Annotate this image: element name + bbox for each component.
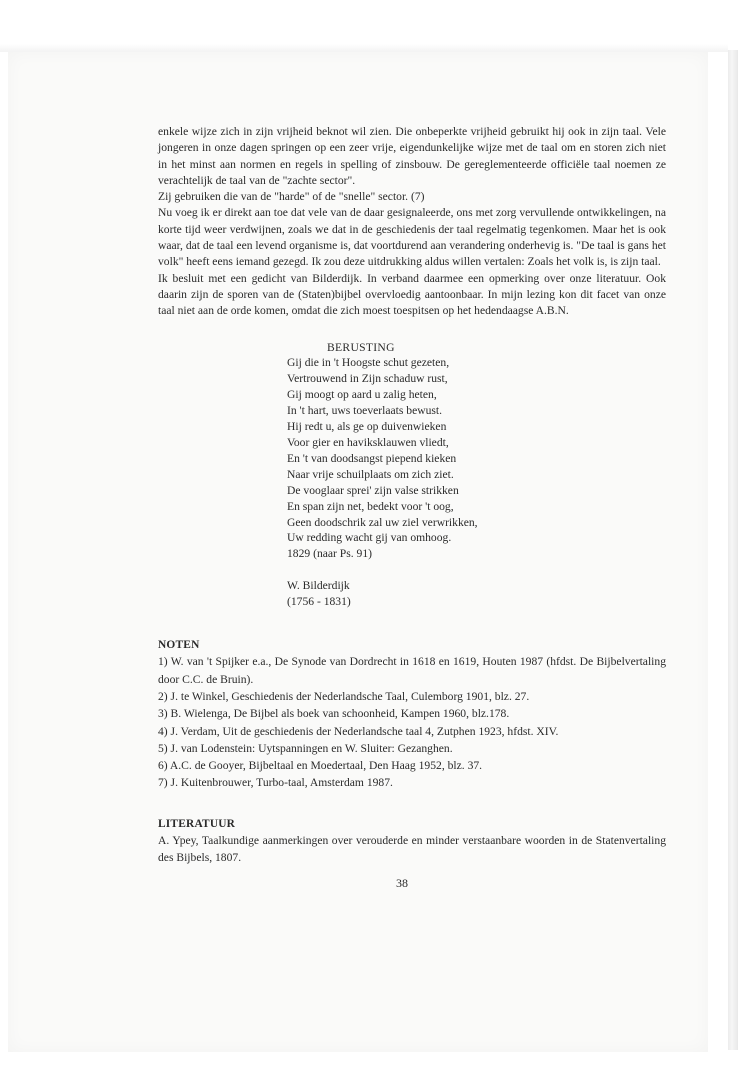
note-item: 5) J. van Lodenstein: Uytspanningen en W. Sluiter: Gezanghen.: [158, 741, 453, 755]
poem-line: Uw redding wacht gij van omhoog.: [287, 531, 452, 545]
literature-list: [158, 832, 666, 867]
page-number: 38: [396, 876, 408, 890]
paragraph-3: Nu voeg ik er direkt aan toe dat vele van de daar gesignaleerde, ons met zorg vervullende ontwikkelingen, na korte tijd weer verdwijnen, zoals we dat in de geschiedenis der taal regelmatig tegenkomen. Maar het is ook waar, dat de taal een levend organisme is, dat voortdurend aan verandering onderhevig is. "De taal is gans het volk" heeft eens iemand gezegd. Ik zou deze uitdrukking aldus willen vertalen: Zoals het volk is, is zijn taal.: [158, 206, 666, 269]
literature-item: A. Ypey, Taalkundige aanmerkingen over verouderde en minder verstaanbare woorden in de Statenvertaling des Bijbels, 1807.: [158, 834, 666, 865]
scan-edge-top: [0, 44, 728, 52]
note-item: 2) J. te Winkel, Geschiedenis der Nederlandsche Taal, Culemborg 1901, blz. 27.: [158, 689, 530, 703]
paragraph-4: Ik besluit met een gedicht van Bilderdijk. In verband daarmee een opmerking over onze literatuur. Ook daarin zijn de sporen van de (Staten)bijbel overvloedig aantoonbaar. In mijn lezing kon dit facet van onze taal niet aan de orde komen, omdat die zich moest toespitsen op het hedendaagse A.B.N.: [158, 271, 666, 318]
notes-list: [158, 653, 666, 791]
literature-heading: LITERATUUR: [158, 817, 236, 830]
poem-spacer: [287, 562, 666, 578]
paragraph-1: enkele wijze zich in zijn vrijheid beknot wil zien. Die onbeperkte vrijheid gebruikt hij ook in zijn taal. Vele jongeren in onze dagen springen op een zeer vrije, eigendunkelijke wijze met de taal om en storen zich niet in het minst aan normen en regels in spelling of zinsbouw. De gereglementeerde officiële taal noemen ze verachtelijk de taal van de "zachte sector".: [158, 125, 666, 187]
poem-line: Vertrouwend in Zijn schaduw rust,: [287, 372, 448, 386]
poem-line: Gij moogt op aard u zalig heten,: [287, 388, 437, 402]
poem-line: En 't van doodsangst piepend kieken: [287, 451, 457, 465]
poem-title: BERUSTING: [327, 340, 395, 354]
poem-line: En span zijn net, bedekt voor 't oog,: [287, 499, 454, 513]
poem-line: Naar vrije schuilplaats om zich ziet.: [287, 467, 454, 481]
note-item: 6) A.C. de Gooyer, Bijbeltaal en Moedertaal, Den Haag 1952, blz. 37.: [158, 759, 483, 773]
note-item: 4) J. Verdam, Uit de geschiedenis der Nederlandsche taal 4, Zutphen 1923, hfdst. XIV.: [158, 724, 559, 738]
poem-author: W. Bilderdijk: [287, 579, 350, 593]
poem-date: 1829 (naar Ps. 91): [287, 547, 373, 561]
poem-line: Voor gier en haviksklauwen vliedt,: [287, 436, 449, 449]
poem-line: Gij die in 't Hoogste schut gezeten,: [287, 356, 450, 370]
poem-line: Geen doodschrik zal uw ziel verwrikken,: [287, 515, 478, 529]
scan-edge-right: [728, 50, 738, 1050]
note-item: 7) J. Kuitenbrouwer, Turbo-taal, Amsterdam 1987.: [158, 776, 393, 790]
note-item: 1) W. van 't Spijker e.a., De Synode van Dordrecht in 1618 en 1619, Houten 1987 (hfdst. De Bijbelvertaling door C.C. de Bruin).: [158, 655, 666, 686]
poem-line: De vooglaar sprei' zijn valse strikken: [287, 483, 459, 497]
poem-line: Hij redt u, als ge op duivenwieken: [287, 420, 447, 434]
poem-author-years: (1756 - 1831): [287, 595, 351, 609]
notes-heading: NOTEN: [158, 639, 200, 652]
note-item: 3) B. Wielenga, De Bijbel als boek van schoonheid, Kampen 1960, blz.178.: [158, 707, 510, 721]
poem-line: In 't hart, uws toeverlaats bewust.: [287, 404, 443, 418]
poem: [287, 340, 666, 611]
paragraph-2: Zij gebruiken die van de "harde" of de "snelle" sector. (7): [158, 190, 425, 204]
page-content: [158, 124, 666, 867]
